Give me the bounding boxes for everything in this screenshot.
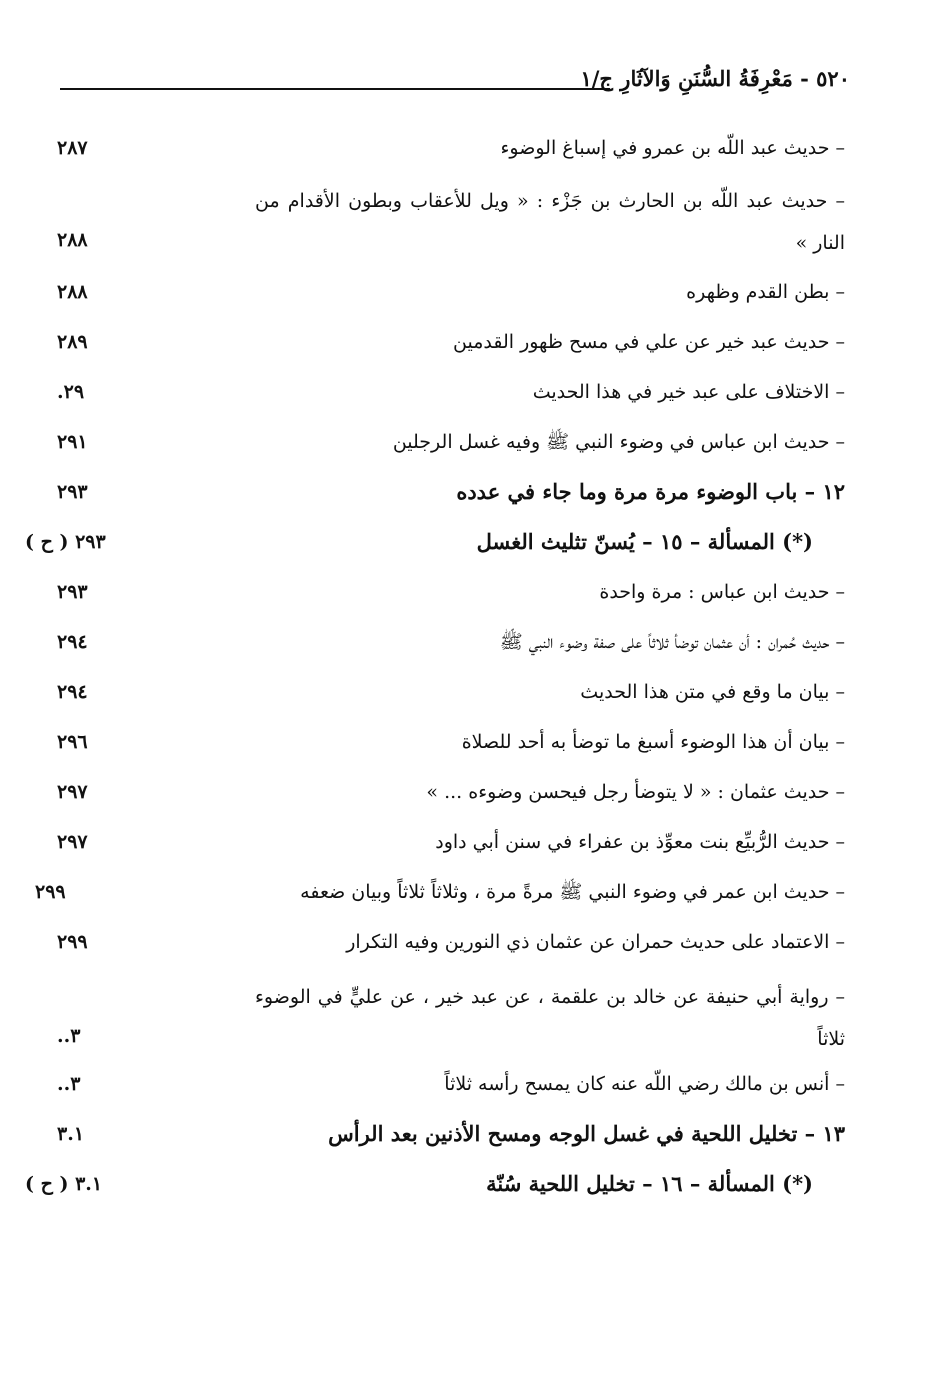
entry-page: ٢٩١ <box>57 431 88 453</box>
entry-text: – حديث ابن عباس : مرة واحدة <box>599 581 845 603</box>
index-entry <box>57 274 845 318</box>
entry-text: (*) المسألة – ١٥ – يُسنّ تثليث الغسل <box>476 529 813 554</box>
entry-text: – بيان ما وقع في متن هذا الحديث <box>580 681 845 703</box>
index-entry <box>57 976 845 1062</box>
entry-page: ٢٩٣ ( ح ) <box>25 531 106 553</box>
entry-text: – بطن القدم وظهره <box>686 281 845 303</box>
entry-page: ٣.. <box>57 1025 81 1047</box>
index-entry <box>57 424 845 468</box>
page-header <box>60 66 850 100</box>
entry-text: – حديث عبد اللّه بن الحارث بن جَزْء : « ويل للأعقاب وبطون الأقدام من النار » <box>255 190 845 254</box>
index-entry <box>57 324 845 368</box>
entry-page: ٣.١ ( ح ) <box>25 1173 103 1195</box>
entry-page: ٢٩٩ <box>35 881 66 903</box>
chapter-entry <box>57 474 845 518</box>
entry-page: ٢٨٨ <box>57 281 88 303</box>
entry-text: – الاختلاف على عبد خير في هذا الحديث <box>532 381 845 403</box>
entry-page: ٢٩٤ <box>57 631 88 653</box>
entry-text: – بيان أن هذا الوضوء أسبغ ما توضأ به أحد للصلاة <box>461 731 845 753</box>
entry-page: ٣.١ <box>57 1123 85 1145</box>
index-entry <box>57 130 845 174</box>
index-entry <box>57 574 845 618</box>
header-title: ٥٢٠ - مَعْرِفَةُ السُّنَنِ وَالآثَارِ ج/١ <box>580 66 850 91</box>
index-entry <box>57 674 845 718</box>
entry-page: ٢٩. <box>57 381 85 403</box>
entry-text: – حديث الرُّبيِّع بنت معوِّذ بن عفراء في سنن أبي داود <box>435 831 845 853</box>
index-entry <box>57 824 845 868</box>
entry-text: (*) المسألة – ١٦ – تخليل اللحية سُنّة <box>486 1171 813 1196</box>
entry-page: ٢٩٩ <box>57 931 88 953</box>
entry-page: ٣.. <box>57 1073 81 1095</box>
entry-page: ٢٩٧ <box>57 781 88 803</box>
entry-page: ٢٩٣ <box>57 581 88 603</box>
entry-text: – أنس بن مالك رضي اللّه عنه كان يمسح رأسه ثلاثاً <box>444 1073 845 1095</box>
index-entry <box>57 774 845 818</box>
index-entry <box>57 924 845 968</box>
entry-text: – رواية أبي حنيفة عن خالد بن علقمة ، عن عبد خير ، عن عليٍّ في الوضوء ثلاثاً <box>255 986 845 1050</box>
entry-text: ١٢ – باب الوضوء مرة مرة وما جاء في عدده <box>456 479 845 504</box>
entry-text: – حديث عثمان : « لا يتوضأ رجل فيحسن وضوءه ... » <box>426 781 845 803</box>
entry-text: ١٣ – تخليل اللحية في غسل الوجه ومسح الأذنين بعد الرأس <box>328 1121 845 1146</box>
entry-text: – الاعتماد على حديث حمران عن عثمان ذي النورين وفيه التكرار <box>346 931 845 953</box>
issue-entry <box>25 524 845 568</box>
entry-page: ٢٨٨ <box>57 229 88 251</box>
index-entry <box>57 1066 845 1110</box>
index-entry <box>57 180 845 266</box>
index-entry <box>57 624 845 668</box>
entry-text: – حديث ابن عباس في وضوء النبي ﷺ وفيه غسل الرجلين <box>392 431 845 453</box>
header-rule <box>60 88 610 90</box>
entry-page: ٢٩٣ <box>57 481 88 503</box>
entry-page: ٢٨٧ <box>57 137 88 159</box>
entry-page: ٢٩٧ <box>57 831 88 853</box>
entry-text: – حديث ابن عمر في وضوء النبي ﷺ مرةً مرة ، وثلاثاً ثلاثاً وبيان ضعفه <box>300 881 845 903</box>
entry-text: – حديث عبد اللّه بن عمرو في إسباغ الوضوء <box>500 137 845 159</box>
entry-page: ٢٩٦ <box>57 731 88 753</box>
index-entry <box>35 874 845 918</box>
entry-page: ٢٩٤ <box>57 681 88 703</box>
issue-entry <box>25 1166 845 1210</box>
index-entry <box>57 374 845 418</box>
entry-page: ٢٨٩ <box>57 331 88 353</box>
index-entry <box>57 724 845 768</box>
chapter-entry <box>57 1116 845 1160</box>
entry-text: – حديث عبد خير عن علي في مسح ظهور القدمين <box>453 331 845 353</box>
entry-text: – حديث حُمران : أن عثمان توضأ ثلاثاً على صفة وضوء النبي ﷺ <box>499 631 845 653</box>
